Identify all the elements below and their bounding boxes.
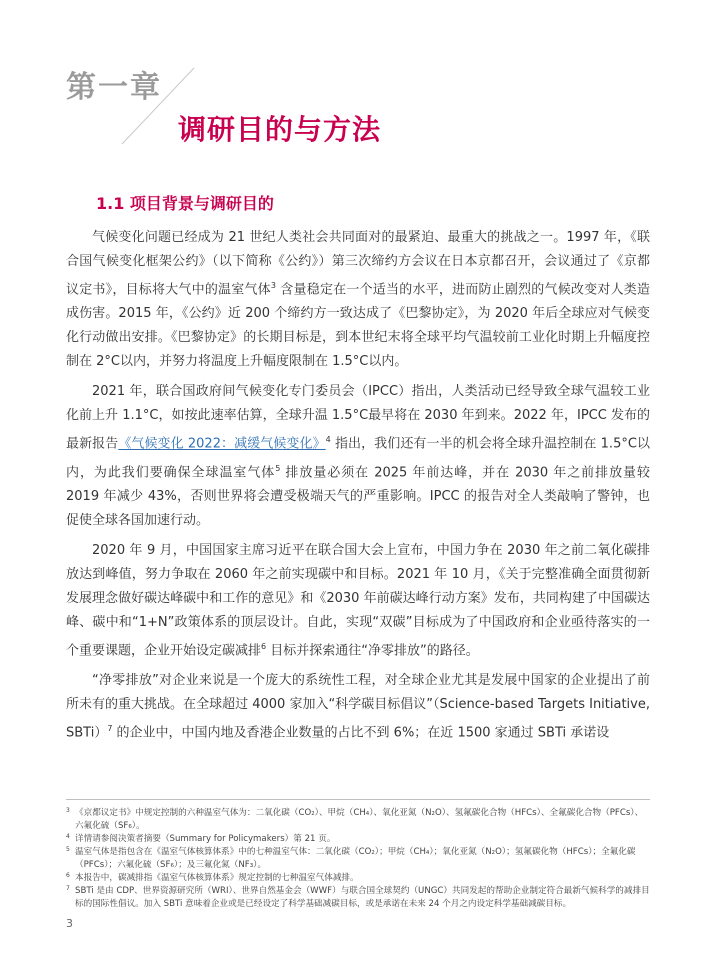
paragraph-2: 2021 年，联合国政府间气候变化专门委员会（IPCC）指出，人类活动已经导致全球气温较工业化前上升 1.1°C，如按此速率估算，全球升温 1.5°C最早将在 2030 年到来。2022 年，IPCC 发布的最新报告《气候变化 2022：减缓气候变化》$^4$ 指出，我们还有一半的机会将全球升温控制在 1.5°C以内，为此我们要确保全球温室气体$^5$ 排放量必须在 2025 年前达峰，并在 2030 年之前排放量较 2019 年减少 43%，否则世界将会遭受极端天气的严重影响。IPCC 的报告对全人类敲响了警钟，也促使全球各国加速行动。 <box>66 384 650 528</box>
footnote-4: 4 详情请参阅决策者摘要（Summary for Policymakers）第 21 页。 <box>66 833 336 844</box>
ipcc-report-link[interactable]: 《气候变化 2022：减缓气候变化》 <box>118 436 326 452</box>
footnote-3: 3 《京都议定书》中规定控制的六种温室气体为：二氧化碳（CO₂）、甲烷（CH₄）、氧化亚氮（N₂O）、氢氟碳化合物（HFCs）、全氟碳化合物（PFCs）、六氟化硫（SF₆）。 <box>66 807 644 831</box>
footnote-6: 6 本报告中，碳减排指《温室气体核算体系》规定控制的七种温室气体减排。 <box>66 872 359 883</box>
section-heading: 1.1 项目背景与调研目的 <box>96 194 274 213</box>
footnote-5: 5 温室气体是指包含在《温室气体核算体系》中的七种温室气体：二氧化碳（CO₂）；甲烷（CH₄）；氧化亚氮（N₂O）；氢氟碳化物（HFCs）；全氟化碳（PFCs）；六氟化硫（SF₆）；及三氟化氮（NF₃）。 <box>66 846 636 870</box>
paragraph-4: “净零排放”对企业来说是一个庞大的系统性工程，对全球企业尤其是发展中国家的企业提出了前所未有的重大挑战。在全球超过 4000 家加入“科学碳目标倡议”（Science-based Targets Initiative, SBTi）$^7$ 的企业中，中国内地及香港企业数量的占比不到 6%；在近 1500 家通过 SBTi 承诺设 <box>66 673 650 741</box>
chapter-title: 调研目的与方法 <box>178 113 382 146</box>
footnotes <box>66 807 650 911</box>
body-text <box>66 226 650 752</box>
footnote-ref-5[interactable]: 5 <box>275 463 281 473</box>
footnote-ref-3[interactable]: 3 <box>270 281 276 290</box>
footnote-7: 7 SBTi 是由 CDP、世界资源研究所（WRI）、世界自然基金会（WWF）与联合国全球契约（UNGC）共同发起的帮助企业制定符合最新气候科学的减排目标的国际性倡议。加入 SBTi 意味着企业或是已经设定了科学基础减碳目标，或是承诺在未来 24 个月之内设定科学基础减碳目标。 <box>66 885 650 909</box>
footnote-ref-6[interactable]: 6 <box>261 641 267 651</box>
paragraph-3: 2020 年 9 月，中国国家主席习近平在联合国大会上宣布，中国力争在 2030 年之前二氧化碳排放达到峰值，努力争取在 2060 年之前实现碳中和目标。2021 年 10 月，《关于完整准确全面贯彻新发展理念做好碳达峰碳中和工作的意见》和《2030 年前碳达峰行动方案》发布，共同构建了中国碳达峰、碳中和“1+N”政策体系的顶层设计。自此，实现“双碳”目标成为了中国政府和企业亟待落实的一个重要课题，企业开始设定碳减排$^6$ 目标并探索通往“净零排放”的路径。 <box>66 542 650 659</box>
page-number: 3 <box>66 917 73 930</box>
footnote-divider <box>66 799 650 800</box>
footnote-ref-7[interactable]: 7 <box>107 724 113 734</box>
chapter-label: 第一章 <box>66 70 162 105</box>
footnote-ref-4[interactable]: 4 <box>325 435 331 445</box>
paragraph-1: 气候变化问题已经成为 21 世纪人类社会共同面对的最紧迫、最重大的挑战之一。1997 年，《联合国气候变化框架公约》（以下简称《公约》）第三次缔约方会议在日本京都召开，会议通过了《京都议定书》，目标将大气中的温室气体$^3$ 含量稳定在一个适当的水平，进而防止剧烈的气候改变对人类造成伤害。2015 年，《公约》近 200 个缔约方一致达成了《巴黎协定》，为 2020 年后全球应对气候变化行动做出安排。《巴黎协定》的长期目标是，到本世纪末将全球平均气温较前工业化时期上升幅度控制在 2°C以内，并努力将温度上升幅度限制在 1.5°C以内。 <box>66 230 650 370</box>
